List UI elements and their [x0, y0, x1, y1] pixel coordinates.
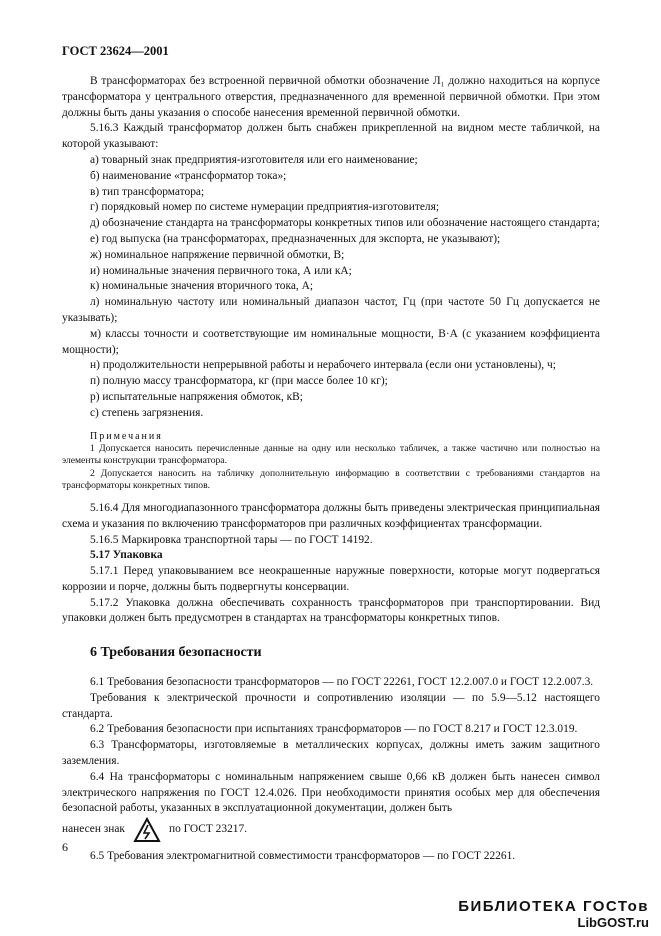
list-item: р) испытательные напряжения обмоток, кВ;: [90, 390, 303, 403]
note: 2 Допускается наносить на табличку дополнительную информацию в соответствии с требованиями стандартов на трансформаторы конкретных типов.: [62, 467, 600, 492]
subsection-heading: 5.17 Упаковка: [90, 549, 163, 562]
paragraph: 6.2 Требования безопасности при испытаниях трансформаторов — по ГОСТ 8.217 и ГОСТ 12.3.019.: [90, 723, 578, 736]
marking-list: [62, 153, 600, 422]
paragraph: 5.17.2 Упаковка должна обеспечивать сохранность трансформаторов при транспортировании. Вид упаковки должен быть предусмотрен в стандартах на трансформаторы конкретных типов.: [62, 596, 600, 625]
section-title: 6 Требования безопасности: [90, 645, 262, 661]
paragraph: 5.16.5 Маркировка транспортной тары — по ГОСТ 14192.: [90, 533, 373, 546]
list-item: и) номинальные значения первичного тока, А или кА;: [90, 264, 352, 277]
notes-title: Примечания: [90, 430, 163, 442]
page-number: 6: [62, 840, 68, 854]
list-item: в) тип трансформатора;: [90, 185, 205, 198]
sign-before-text: нанесен знак: [62, 823, 125, 836]
list-item: ж) номинальное напряжение первичной обмотки, В;: [90, 248, 345, 261]
document-body: [62, 74, 600, 865]
paragraph: 6.1 Требования безопасности трансформаторов — по ГОСТ 22261, ГОСТ 12.2.007.0 и ГОСТ 12.2.007.3.: [90, 676, 594, 689]
list-item: л) номинальную частоту или номинальный диапазон частот, Гц (при частоте 50 Гц допускается не указывать);: [62, 296, 600, 324]
paragraph: 5.17.1 Перед упаковыванием все неокрашенные наружные поверхности, которые могут подвергаться коррозии и порче, должны быть подвергнуты консервации.: [62, 565, 600, 593]
watermark: [458, 898, 649, 930]
list-item: н) продолжительности непрерывной работы и нерабочего интервала (если они установлены), ч;: [90, 359, 556, 372]
list-item: д) обозначение стандарта на трансформаторы конкретных типов или обозначение настоящего стандарта;: [90, 217, 600, 230]
electrical-hazard-icon: [133, 817, 161, 843]
document-code-header: ГОСТ 23624—2001: [62, 44, 169, 58]
paragraph: 6.4 На трансформаторы с номинальным напряжением свыше 0,66 кВ должен быть нанесен символ электрического напряжения по ГОСТ 12.4.026. При необходимости принятия особых мер для обеспечения безопасной работы, указанных в эксплуатационной документации, должен быть: [62, 770, 600, 815]
paragraph: Требования к электрической прочности и сопротивлению изоляции — по 5.9—5.12 настоящего стандарта.: [62, 691, 600, 720]
paragraph: 6.5 Требования электромагнитной совместимости трансформаторов — по ГОСТ 22261.: [90, 850, 516, 863]
warning-sign-line: [62, 817, 600, 843]
sign-after-text: по ГОСТ 23217.: [168, 823, 248, 836]
watermark-title: БИБЛИОТЕКА ГОСТов: [458, 898, 649, 915]
list-item: м) классы точности и соответствующие им номинальные мощности, В·А (с указанием коэффициента мощности);: [62, 327, 600, 356]
list-item: б) наименование «трансформатор тока»;: [90, 169, 287, 182]
paragraph: 6.3 Трансформаторы, изготовляемые в металлических корпусах, должны иметь зажим защитного заземления.: [62, 739, 600, 768]
list-item: к) номинальные значения вторичного тока, А;: [90, 280, 313, 293]
list-item: г) порядковый номер по системе нумерации предприятия-изготовителя;: [90, 201, 439, 214]
note: 1 Допускается наносить перечисленные данные на одну или несколько табличек, а также частично или полностью на элементы конструкции трансформатора.: [62, 442, 600, 467]
paragraph: 5.16.3 Каждый трансформатор должен быть снабжен прикрепленной на видном месте табличкой, на которой указывают:: [62, 122, 600, 151]
list-item: п) полную массу трансформатора, кг (при массе более 10 кг);: [90, 375, 388, 388]
list-item: е) год выпуска (на трансформаторах, предназначенных для экспорта, не указывают);: [90, 232, 501, 245]
list-item: а) товарный знак предприятия-изготовителя или его наименование;: [90, 153, 418, 166]
paragraph: В трансформаторах без встроенной первичной обмотки обозначение Л₁ должно находиться на корпусе трансформатора у центрального отверстия, предназначенного для временной первичной обмотки. При этом должны быть даны указания о способе нанесения временной первичной обмотки.: [62, 75, 600, 119]
list-item: с) степень загрязнения.: [90, 406, 204, 419]
paragraph: 5.16.4 Для многодиапазонного трансформатора должны быть приведены электрическая принципиальная схема и указания по включению трансформаторов при различных коэффициентах трансформации.: [62, 501, 600, 530]
watermark-site: LibGOST.ru: [577, 915, 649, 930]
